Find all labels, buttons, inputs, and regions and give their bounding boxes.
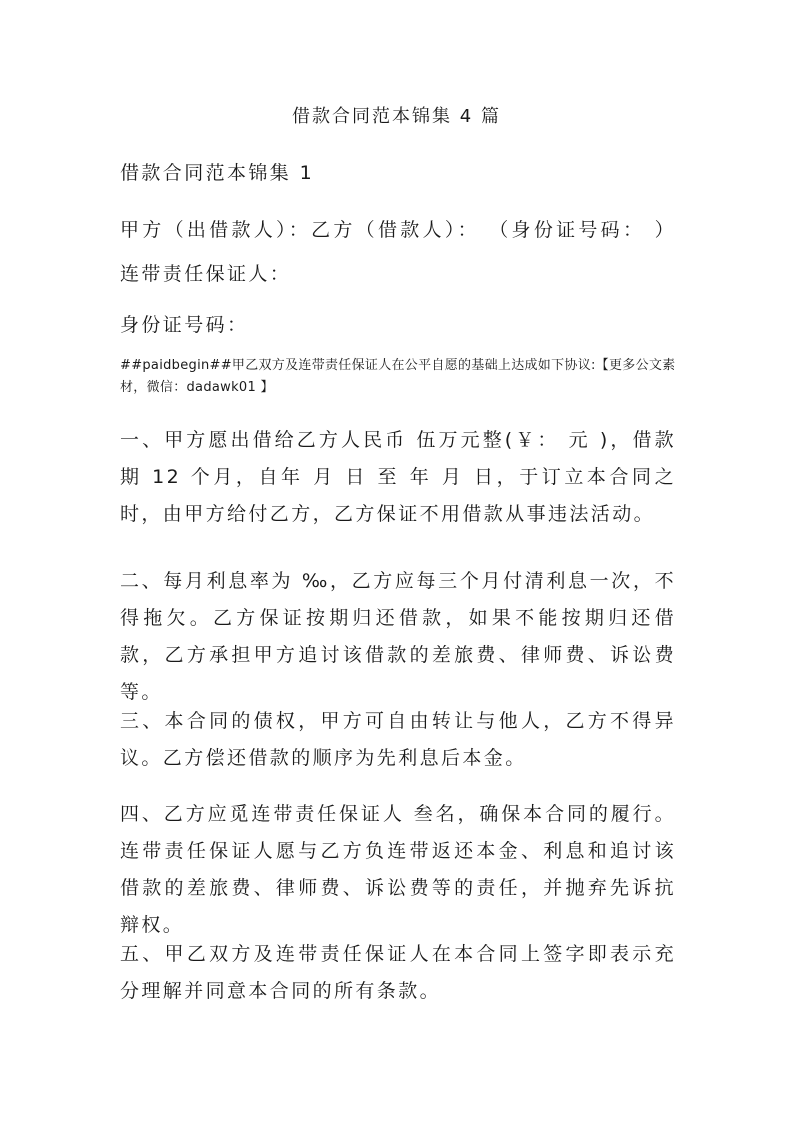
clause-1: 一、甲方愿出借给乙方人民币 伍万元整(￥： 元 )，借款期 12 个月，自年 月 日 至 年 月 日，于订立本合同之时，由甲方给付乙方，乙方保证不用借款从事违法活动。 (120, 429, 676, 525)
clause-2: 二、每月利息率为 ‰，乙方应每三个月付清利息一次，不得拖欠。乙方保证按期归还借款，如果不能按期归还借款，乙方承担甲方追讨该借款的差旅费、律师费、诉讼费等。 (120, 570, 676, 703)
id-number-label: 身份证号码： (120, 314, 249, 336)
clause-3: 三、本合同的债权，甲方可自由转让与他人，乙方不得异议。乙方偿还借款的顺序为先利息后本金。 (120, 710, 676, 769)
document-title: 借款合同范本锦集 4 篇 (292, 106, 501, 127)
clause-5: 五、甲乙双方及连带责任保证人在本合同上签字即表示充分理解并同意本合同的所有条款。 (120, 943, 676, 1002)
section-heading: 借款合同范本锦集 1 (120, 162, 315, 184)
clause-4: 四、乙方应觅连带责任保证人 叁名，确保本合同的履行。连带责任保证人愿与乙方负连带返还本金、利息和追讨该借款的差旅费、律师费、诉讼费等的责任，并抛弃先诉抗辩权。 (120, 803, 676, 936)
parties-paragraph: 甲方（出借款人）：乙方（借款人）： （身份证号码： ） 连带责任保证人： (120, 219, 676, 285)
agreement-note: ##paidbegin##甲乙双方及连带责任保证人在公平自愿的基础上达成如下协议:【更多公文素材，微信：dadawk01 】 (120, 358, 676, 395)
